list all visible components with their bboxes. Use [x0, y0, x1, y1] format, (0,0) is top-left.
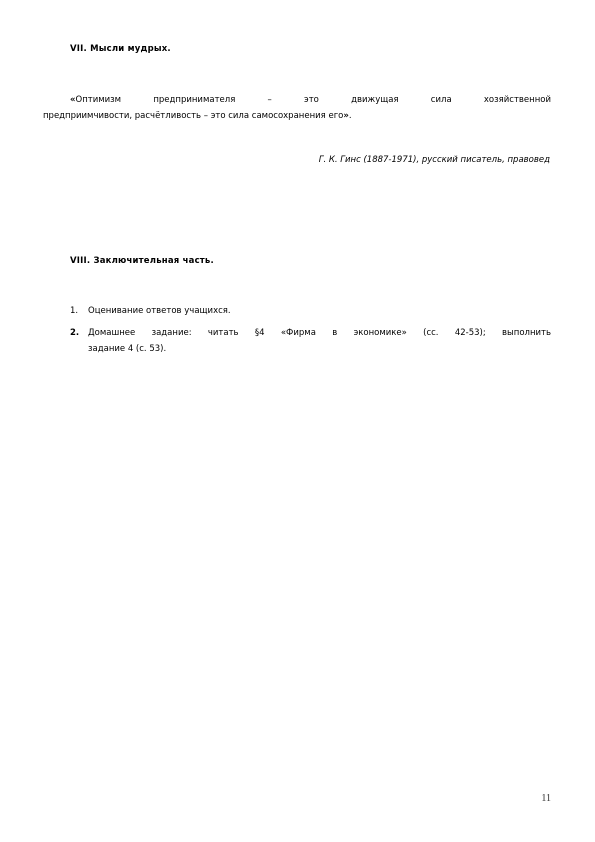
quote-line-2: [43, 108, 551, 124]
section-8-heading: VIII. Заключительная часть.: [70, 256, 214, 266]
quote-period: .: [348, 111, 352, 121]
quote-attribution: Г. К. Гинс (1887-1971), русский писатель, правовед: [318, 155, 550, 165]
list-item-number: 2.: [70, 328, 80, 338]
quote-text-line-2: предприимчивости, расчётливость – это сила самосохранения его: [43, 111, 344, 121]
list-item-text-line-2: задание 4 (с. 53).: [88, 344, 167, 354]
list-item: [70, 325, 551, 357]
quote-open-mark: «: [70, 95, 76, 105]
page-number: 11: [541, 793, 551, 804]
quote-paragraph: [43, 92, 551, 124]
quote-line-1: [43, 92, 551, 108]
conclusion-list: [70, 303, 551, 357]
quote-text-line-1: Оптимизм предпринимателя – это движущая сила хозяйственной: [75, 95, 551, 105]
quote-close-mark: »: [343, 111, 349, 121]
list-item-text: Оценивание ответов учащихся.: [88, 306, 231, 316]
list-item-text-line-1: Домашнее задание: читать §4 «Фирма в экономике» (сс. 42-53); выполнить: [88, 328, 551, 338]
list-item: [70, 303, 551, 319]
list-item-number: 1.: [70, 306, 79, 316]
section-7-heading: VII. Мысли мудрых.: [70, 44, 171, 54]
